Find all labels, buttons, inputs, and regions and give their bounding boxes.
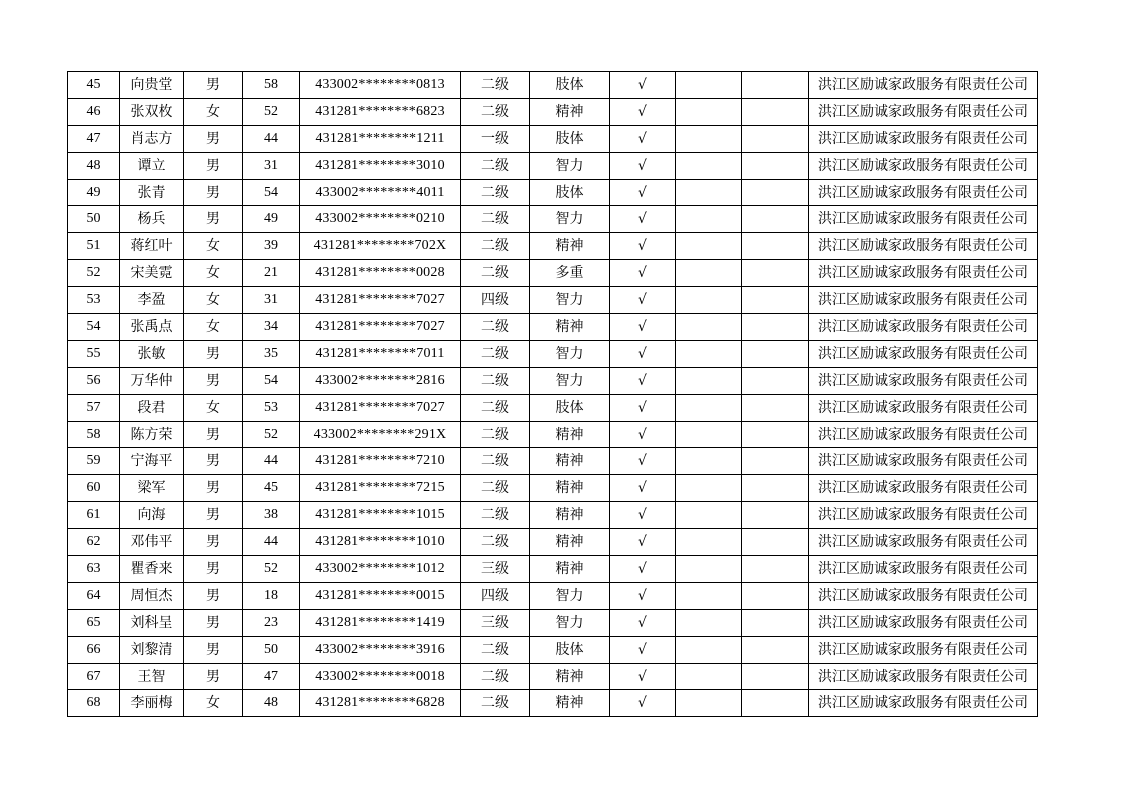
age-cell: 52 [243,556,300,583]
row-number-cell: 63 [68,556,120,583]
disability-level-cell: 三级 [461,609,530,636]
company-cell: 洪江区励诚家政服务有限责任公司 [809,179,1038,206]
name-cell: 刘科呈 [120,609,184,636]
row-number-cell: 52 [68,260,120,287]
gender-cell: 男 [184,72,243,99]
checkmark-cell: √ [610,690,676,717]
age-cell: 54 [243,179,300,206]
age-cell: 54 [243,367,300,394]
company-cell: 洪江区励诚家政服务有限责任公司 [809,636,1038,663]
name-cell: 陈方荣 [120,421,184,448]
id-number-cell: 431281********0028 [300,260,461,287]
row-number-cell: 47 [68,125,120,152]
company-cell: 洪江区励诚家政服务有限责任公司 [809,287,1038,314]
gender-cell: 男 [184,609,243,636]
disability-level-cell: 四级 [461,287,530,314]
empty-cell [676,502,742,529]
name-cell: 万华仲 [120,367,184,394]
checkmark-cell: √ [610,502,676,529]
gender-cell: 男 [184,448,243,475]
disability-type-cell: 智力 [530,340,610,367]
name-cell: 张青 [120,179,184,206]
empty-cell [742,287,809,314]
checkmark-cell: √ [610,125,676,152]
row-number-cell: 64 [68,582,120,609]
age-cell: 44 [243,529,300,556]
company-cell: 洪江区励诚家政服务有限责任公司 [809,690,1038,717]
empty-cell [742,475,809,502]
id-number-cell: 431281********1015 [300,502,461,529]
empty-cell [676,582,742,609]
checkmark-cell: √ [610,394,676,421]
id-number-cell: 431281********6823 [300,98,461,125]
empty-cell [676,233,742,260]
company-cell: 洪江区励诚家政服务有限责任公司 [809,502,1038,529]
table-row [68,636,1038,663]
disability-type-cell: 精神 [530,421,610,448]
empty-cell [742,690,809,717]
name-cell: 李盈 [120,287,184,314]
disability-level-cell: 二级 [461,690,530,717]
id-number-cell: 433002********0813 [300,72,461,99]
id-number-cell: 433002********2816 [300,367,461,394]
disability-level-cell: 二级 [461,340,530,367]
age-cell: 53 [243,394,300,421]
name-cell: 王智 [120,663,184,690]
table-row [68,287,1038,314]
empty-cell [676,125,742,152]
empty-cell [676,421,742,448]
disability-type-cell: 精神 [530,98,610,125]
row-number-cell: 55 [68,340,120,367]
disability-type-cell: 精神 [530,556,610,583]
row-number-cell: 65 [68,609,120,636]
empty-cell [676,448,742,475]
empty-cell [742,98,809,125]
disability-type-cell: 肢体 [530,72,610,99]
checkmark-cell: √ [610,233,676,260]
table-row [68,421,1038,448]
disability-type-cell: 智力 [530,206,610,233]
company-cell: 洪江区励诚家政服务有限责任公司 [809,72,1038,99]
gender-cell: 男 [184,502,243,529]
empty-cell [676,98,742,125]
empty-cell [742,72,809,99]
disability-level-cell: 三级 [461,556,530,583]
gender-cell: 男 [184,125,243,152]
table-row [68,529,1038,556]
disability-level-cell: 二级 [461,367,530,394]
disability-type-cell: 智力 [530,152,610,179]
row-number-cell: 56 [68,367,120,394]
name-cell: 周恒杰 [120,582,184,609]
age-cell: 49 [243,206,300,233]
empty-cell [742,233,809,260]
disability-level-cell: 二级 [461,314,530,341]
gender-cell: 女 [184,690,243,717]
name-cell: 瞿香来 [120,556,184,583]
company-cell: 洪江区励诚家政服务有限责任公司 [809,475,1038,502]
name-cell: 梁军 [120,475,184,502]
empty-cell [676,636,742,663]
disability-type-cell: 肢体 [530,636,610,663]
gender-cell: 男 [184,152,243,179]
empty-cell [676,314,742,341]
id-number-cell: 431281********7027 [300,314,461,341]
row-number-cell: 54 [68,314,120,341]
id-number-cell: 431281********1419 [300,609,461,636]
gender-cell: 女 [184,394,243,421]
checkmark-cell: √ [610,663,676,690]
id-number-cell: 431281********7215 [300,475,461,502]
table-row [68,582,1038,609]
gender-cell: 男 [184,206,243,233]
company-cell: 洪江区励诚家政服务有限责任公司 [809,394,1038,421]
table-row [68,233,1038,260]
disability-type-cell: 智力 [530,287,610,314]
empty-cell [676,72,742,99]
checkmark-cell: √ [610,206,676,233]
row-number-cell: 62 [68,529,120,556]
disability-level-cell: 二级 [461,663,530,690]
row-number-cell: 68 [68,690,120,717]
name-cell: 谭立 [120,152,184,179]
table-row [68,72,1038,99]
checkmark-cell: √ [610,582,676,609]
name-cell: 邓伟平 [120,529,184,556]
age-cell: 35 [243,340,300,367]
age-cell: 31 [243,152,300,179]
disability-level-cell: 四级 [461,582,530,609]
table-row [68,609,1038,636]
empty-cell [742,340,809,367]
age-cell: 45 [243,475,300,502]
disability-type-cell: 多重 [530,260,610,287]
company-cell: 洪江区励诚家政服务有限责任公司 [809,448,1038,475]
disability-level-cell: 二级 [461,502,530,529]
empty-cell [676,394,742,421]
name-cell: 杨兵 [120,206,184,233]
disability-type-cell: 肢体 [530,394,610,421]
id-number-cell: 431281********1010 [300,529,461,556]
name-cell: 向海 [120,502,184,529]
gender-cell: 女 [184,260,243,287]
empty-cell [742,636,809,663]
empty-cell [676,556,742,583]
age-cell: 39 [243,233,300,260]
company-cell: 洪江区励诚家政服务有限责任公司 [809,125,1038,152]
disability-type-cell: 肢体 [530,125,610,152]
empty-cell [742,367,809,394]
company-cell: 洪江区励诚家政服务有限责任公司 [809,582,1038,609]
company-cell: 洪江区励诚家政服务有限责任公司 [809,663,1038,690]
checkmark-cell: √ [610,367,676,394]
empty-cell [676,529,742,556]
gender-cell: 男 [184,663,243,690]
company-cell: 洪江区励诚家政服务有限责任公司 [809,98,1038,125]
age-cell: 34 [243,314,300,341]
empty-cell [742,529,809,556]
disability-type-cell: 精神 [530,502,610,529]
gender-cell: 男 [184,367,243,394]
empty-cell [742,609,809,636]
name-cell: 肖志方 [120,125,184,152]
row-number-cell: 48 [68,152,120,179]
id-number-cell: 431281********7011 [300,340,461,367]
age-cell: 38 [243,502,300,529]
table-row [68,690,1038,717]
disability-type-cell: 精神 [530,314,610,341]
age-cell: 52 [243,98,300,125]
roster-table [67,71,1038,717]
empty-cell [742,663,809,690]
disability-level-cell: 二级 [461,448,530,475]
checkmark-cell: √ [610,98,676,125]
empty-cell [676,206,742,233]
id-number-cell: 431281********7210 [300,448,461,475]
row-number-cell: 59 [68,448,120,475]
disability-type-cell: 智力 [530,367,610,394]
table-row [68,502,1038,529]
id-number-cell: 433002********4011 [300,179,461,206]
company-cell: 洪江区励诚家政服务有限责任公司 [809,233,1038,260]
age-cell: 47 [243,663,300,690]
id-number-cell: 431281********0015 [300,582,461,609]
company-cell: 洪江区励诚家政服务有限责任公司 [809,340,1038,367]
gender-cell: 男 [184,421,243,448]
table-body [68,72,1038,717]
row-number-cell: 49 [68,179,120,206]
disability-type-cell: 智力 [530,609,610,636]
gender-cell: 男 [184,556,243,583]
row-number-cell: 67 [68,663,120,690]
table-row [68,98,1038,125]
empty-cell [676,475,742,502]
name-cell: 张双枚 [120,98,184,125]
empty-cell [676,609,742,636]
table-row [68,152,1038,179]
empty-cell [742,394,809,421]
company-cell: 洪江区励诚家政服务有限责任公司 [809,314,1038,341]
table-row [68,556,1038,583]
disability-level-cell: 二级 [461,233,530,260]
disability-level-cell: 二级 [461,260,530,287]
empty-cell [676,340,742,367]
empty-cell [676,367,742,394]
empty-cell [742,152,809,179]
gender-cell: 男 [184,340,243,367]
checkmark-cell: √ [610,260,676,287]
id-number-cell: 431281********7027 [300,287,461,314]
table-row [68,340,1038,367]
name-cell: 张敏 [120,340,184,367]
id-number-cell: 433002********0018 [300,663,461,690]
table-row [68,125,1038,152]
checkmark-cell: √ [610,609,676,636]
checkmark-cell: √ [610,636,676,663]
disability-level-cell: 二级 [461,206,530,233]
table-row [68,179,1038,206]
name-cell: 段君 [120,394,184,421]
company-cell: 洪江区励诚家政服务有限责任公司 [809,367,1038,394]
id-number-cell: 431281********3010 [300,152,461,179]
row-number-cell: 57 [68,394,120,421]
id-number-cell: 431281********702X [300,233,461,260]
disability-type-cell: 肢体 [530,179,610,206]
age-cell: 48 [243,690,300,717]
empty-cell [676,260,742,287]
checkmark-cell: √ [610,556,676,583]
gender-cell: 男 [184,475,243,502]
id-number-cell: 433002********3916 [300,636,461,663]
gender-cell: 女 [184,314,243,341]
gender-cell: 女 [184,98,243,125]
empty-cell [742,502,809,529]
row-number-cell: 50 [68,206,120,233]
checkmark-cell: √ [610,72,676,99]
disability-level-cell: 二级 [461,152,530,179]
disability-type-cell: 精神 [530,448,610,475]
table-row [68,663,1038,690]
row-number-cell: 53 [68,287,120,314]
disability-type-cell: 精神 [530,475,610,502]
company-cell: 洪江区励诚家政服务有限责任公司 [809,152,1038,179]
gender-cell: 男 [184,179,243,206]
id-number-cell: 433002********291X [300,421,461,448]
empty-cell [742,421,809,448]
disability-level-cell: 二级 [461,475,530,502]
name-cell: 蒋红叶 [120,233,184,260]
row-number-cell: 61 [68,502,120,529]
checkmark-cell: √ [610,152,676,179]
gender-cell: 男 [184,529,243,556]
name-cell: 向贵堂 [120,72,184,99]
row-number-cell: 66 [68,636,120,663]
company-cell: 洪江区励诚家政服务有限责任公司 [809,529,1038,556]
disability-level-cell: 二级 [461,421,530,448]
company-cell: 洪江区励诚家政服务有限责任公司 [809,556,1038,583]
empty-cell [742,556,809,583]
disability-level-cell: 二级 [461,72,530,99]
checkmark-cell: √ [610,448,676,475]
gender-cell: 女 [184,233,243,260]
checkmark-cell: √ [610,314,676,341]
age-cell: 18 [243,582,300,609]
empty-cell [742,314,809,341]
empty-cell [742,206,809,233]
gender-cell: 男 [184,582,243,609]
empty-cell [742,448,809,475]
name-cell: 张禹点 [120,314,184,341]
empty-cell [676,690,742,717]
checkmark-cell: √ [610,287,676,314]
table-row [68,394,1038,421]
checkmark-cell: √ [610,475,676,502]
name-cell: 宁海平 [120,448,184,475]
disability-level-cell: 二级 [461,98,530,125]
disability-level-cell: 一级 [461,125,530,152]
id-number-cell: 431281********1211 [300,125,461,152]
table-row [68,260,1038,287]
row-number-cell: 58 [68,421,120,448]
disability-level-cell: 二级 [461,636,530,663]
id-number-cell: 433002********1012 [300,556,461,583]
age-cell: 21 [243,260,300,287]
gender-cell: 男 [184,636,243,663]
id-number-cell: 433002********0210 [300,206,461,233]
table-row [68,448,1038,475]
table-row [68,367,1038,394]
row-number-cell: 46 [68,98,120,125]
id-number-cell: 431281********6828 [300,690,461,717]
table-row [68,475,1038,502]
name-cell: 宋美霓 [120,260,184,287]
age-cell: 52 [243,421,300,448]
age-cell: 44 [243,448,300,475]
company-cell: 洪江区励诚家政服务有限责任公司 [809,206,1038,233]
age-cell: 50 [243,636,300,663]
checkmark-cell: √ [610,529,676,556]
age-cell: 58 [243,72,300,99]
disability-type-cell: 精神 [530,233,610,260]
id-number-cell: 431281********7027 [300,394,461,421]
company-cell: 洪江区励诚家政服务有限责任公司 [809,609,1038,636]
age-cell: 31 [243,287,300,314]
disability-level-cell: 二级 [461,529,530,556]
empty-cell [742,582,809,609]
empty-cell [676,663,742,690]
empty-cell [742,125,809,152]
disability-type-cell: 智力 [530,582,610,609]
disability-level-cell: 二级 [461,179,530,206]
row-number-cell: 51 [68,233,120,260]
disability-type-cell: 精神 [530,663,610,690]
table-row [68,314,1038,341]
disability-type-cell: 精神 [530,529,610,556]
disability-level-cell: 二级 [461,394,530,421]
table-row [68,206,1038,233]
age-cell: 23 [243,609,300,636]
checkmark-cell: √ [610,179,676,206]
disability-type-cell: 精神 [530,690,610,717]
gender-cell: 女 [184,287,243,314]
row-number-cell: 60 [68,475,120,502]
empty-cell [676,152,742,179]
checkmark-cell: √ [610,421,676,448]
company-cell: 洪江区励诚家政服务有限责任公司 [809,260,1038,287]
name-cell: 李丽梅 [120,690,184,717]
empty-cell [676,287,742,314]
name-cell: 刘黎清 [120,636,184,663]
row-number-cell: 45 [68,72,120,99]
empty-cell [742,179,809,206]
empty-cell [742,260,809,287]
age-cell: 44 [243,125,300,152]
company-cell: 洪江区励诚家政服务有限责任公司 [809,421,1038,448]
checkmark-cell: √ [610,340,676,367]
empty-cell [676,179,742,206]
